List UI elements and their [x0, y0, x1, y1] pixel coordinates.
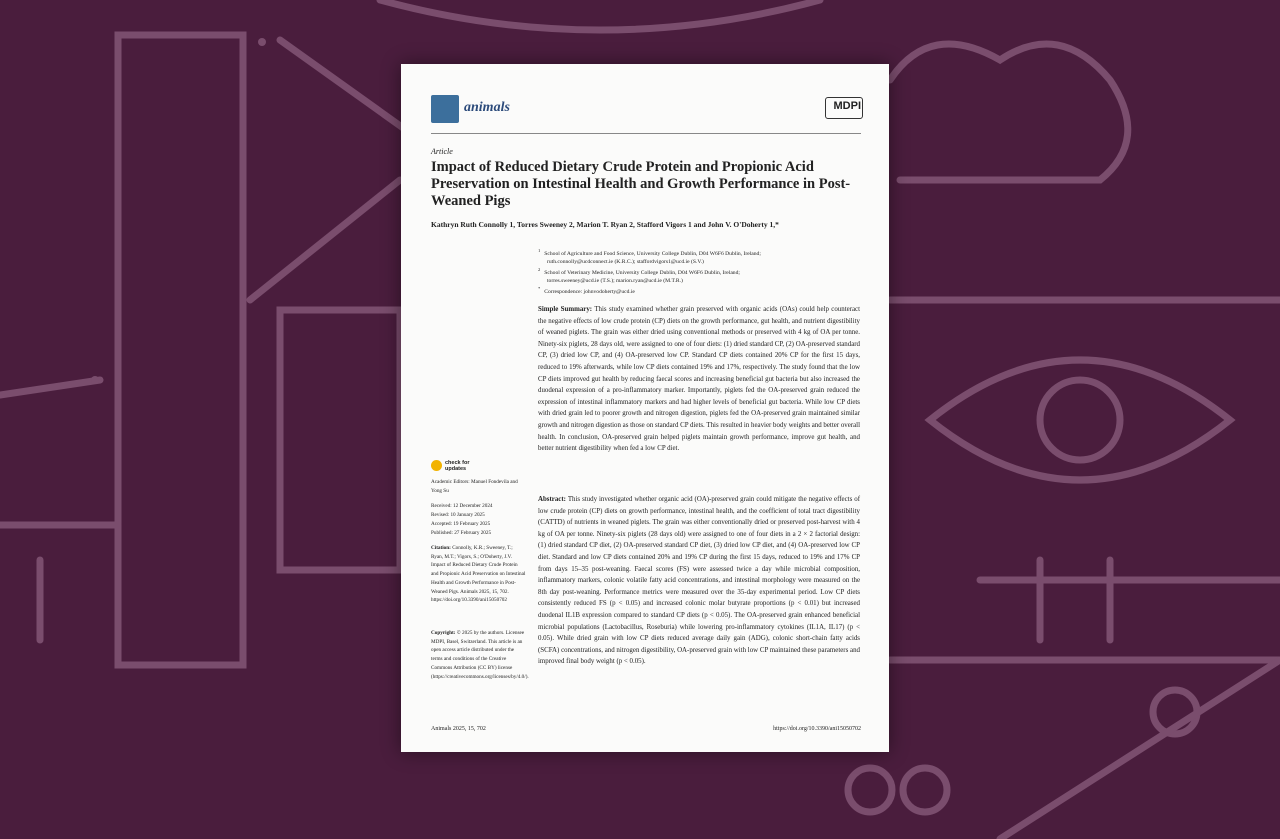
paper-title: Impact of Reduced Dietary Crude Protein and Propionic Acid Preservation on Intestinal Health and Growth Performance in Post-Weaned Pigs: [431, 159, 851, 209]
citation: Citation: Connolly, K.R.; Sweeney, T.; Ryan, M.T.; Vigors, S.; O'Doherty, J.V. Impact of Reduced Dietary Crude Protein and Propionic Acid Preservation on Intestinal Health and Growth Performance in Post-Weaned Pigs. Animals 2025, 15, 702. https://doi.org/10.3390/ani15050702: [431, 545, 526, 604]
academic-editors: Academic Editors: Manuel Fondevila and Yong Su: [431, 479, 518, 494]
affiliation-2-emails: torres.sweeney@ucd.ie (T.S.); marion.ryan@ucd.ie (M.T.R.): [547, 277, 683, 284]
published-date: Published: 27 February 2025: [431, 530, 492, 536]
header-divider: [431, 133, 861, 134]
author-list: Kathryn Ruth Connolly 1, Torres Sweeney 2, Marion T. Ryan 2, Stafford Vigors 1 and John V. O'Doherty 1,*: [431, 220, 779, 229]
simple-summary-text: This study examined whether grain preserved with organic acids (OAs) could help counteract the negative effects of low crude protein (CP) diets on the growth performance, gut health, and nutrient digestibility of weaned piglets. The grain was either dried using conventional methods or preserved with 4 kg of OA per tonne. Ninety-six piglets, 28 days old, were assigned to one of four diets: (1) dried standard CP, (2) OA-preserved standard CP, (3) dried low CP, and (4) OA-preserved low CP. Standard CP diets contained 20% CP for the first 15 days, reduced to 19% afterwards, while low CP diets contained 19% and 17%, respectively. The study found that the low CP diets improved gut health by reducing faecal scores and increasing beneficial gut bacteria but also increased the duodenal expression of a pro-inflammatory marker. Importantly, piglets fed the OA-preserved grain reduced the expression of intestinal inflammatory markers and had higher levels of beneficial gut bacteria. While low CP diets with dried grain led to poorer growth and nitrogen digestion, piglets fed the OA-preserved grain maintained similar growth and nitrogen digestion as those on standard CP diets. This resulted in heavier body weights and better overall health. In conclusion, OA-preserved grain helped piglets maintain growth performance, improve gut health, and better nutrient digestibility when fed a low CP diet.: [538, 306, 860, 453]
abstract: [538, 494, 860, 668]
revised-date: Revised: 10 January 2025: [431, 512, 485, 518]
check-updates-icon[interactable]: [431, 460, 442, 471]
journal-name: animals: [464, 100, 510, 115]
article-type: Article: [431, 147, 453, 156]
check-updates-label[interactable]: check for updates: [445, 460, 470, 472]
correspondence: *Correspondence: johnvodoherty@ucd.ie: [538, 285, 635, 295]
simple-summary: [538, 304, 860, 455]
abstract-text: This study investigated whether organic acid (OA)-preserved grain could mitigate the negative effects of low crude protein (CP) diets on growth performance, intestinal health, and the coefficient of total tract digestibility (CATTD) of nutrients in weaned piglets. The grain was either conventionally dried or preserved post-harvest with 4 kg of OA per tonne. Ninety-six piglets (28 days old) were assigned to one of four diets in a 2 × 2 factorial design: (1) dried standard CP diet, (2) OA-preserved standard CP diet, (3) dried low CP diet, and (4) OA-preserved low CP diet. Standard and low CP diets contained 20% and 19% CP during the first 15 days, reduced to 19% and 17% CP from days 15–35 post-weaning. Faecal scores (FS) were assessed twice a day while microbial composition, inflammatory markers, colonic volatile fatty acid concentrations, and intestinal morphology were measured on the 8th day post-weaning. Performance metrics were measured over the 35-day experimental period. Low CP diets consistently reduced FS (p < 0.05) and increased colonic molar butyrate proportions (p < 0.01) but increased duodenal IL1B expression compared to standard CP diets (p < 0.05). The OA-preserved grain enhanced beneficial microbial populations (Lactobacillus, Roseburia) while lowering pro-inflammatory cytokines (IL1A, IL17) (p < 0.05). While dried grain with low CP diets reduced average daily gain (ADG), colonic short-chain fatty acids (SCFA) concentrations, and nitrogen digestibility, OA-preserved grain with low CP maintained these parameters and improved final body weight (p < 0.05).: [538, 496, 860, 666]
affiliation-1: $^1$School of Agriculture and Food Science, University College Dublin, D04 W6F6 Dublin, Ireland;: [538, 248, 761, 257]
journal-logo-icon: [431, 95, 459, 123]
footer-citation: Animals 2025, 15, 702: [431, 726, 486, 732]
affiliations: [538, 247, 838, 296]
abstract-label: Abstract:: [538, 496, 566, 503]
affiliation-1-emails: ruth.connolly@ucdconnect.ie (K.R.C.); staffordvigors1@ucd.ie (S.V.): [547, 258, 704, 265]
accepted-date: Accepted: 19 February 2025: [431, 521, 491, 527]
simple-summary-label: Simple Summary:: [538, 306, 593, 313]
paper-page: [401, 64, 889, 752]
copyright: Copyright: © 2025 by the authors. Licensee MDPI, Basel, Switzerland. This article is an open access article distributed under the terms and conditions of the Creative Commons Attribution (CC BY) license (https://creativecommons.org/licenses/by/4.0/).: [431, 630, 529, 680]
footer-doi[interactable]: https://doi.org/10.3390/ani15050702: [773, 726, 861, 732]
publisher-name: MDPI: [833, 100, 861, 112]
received-date: Received: 12 December 2024: [431, 503, 493, 509]
affiliation-2: $^2$School of Veterinary Medicine, University College Dublin, D04 W6F6 Dublin, Ireland;: [538, 266, 740, 276]
